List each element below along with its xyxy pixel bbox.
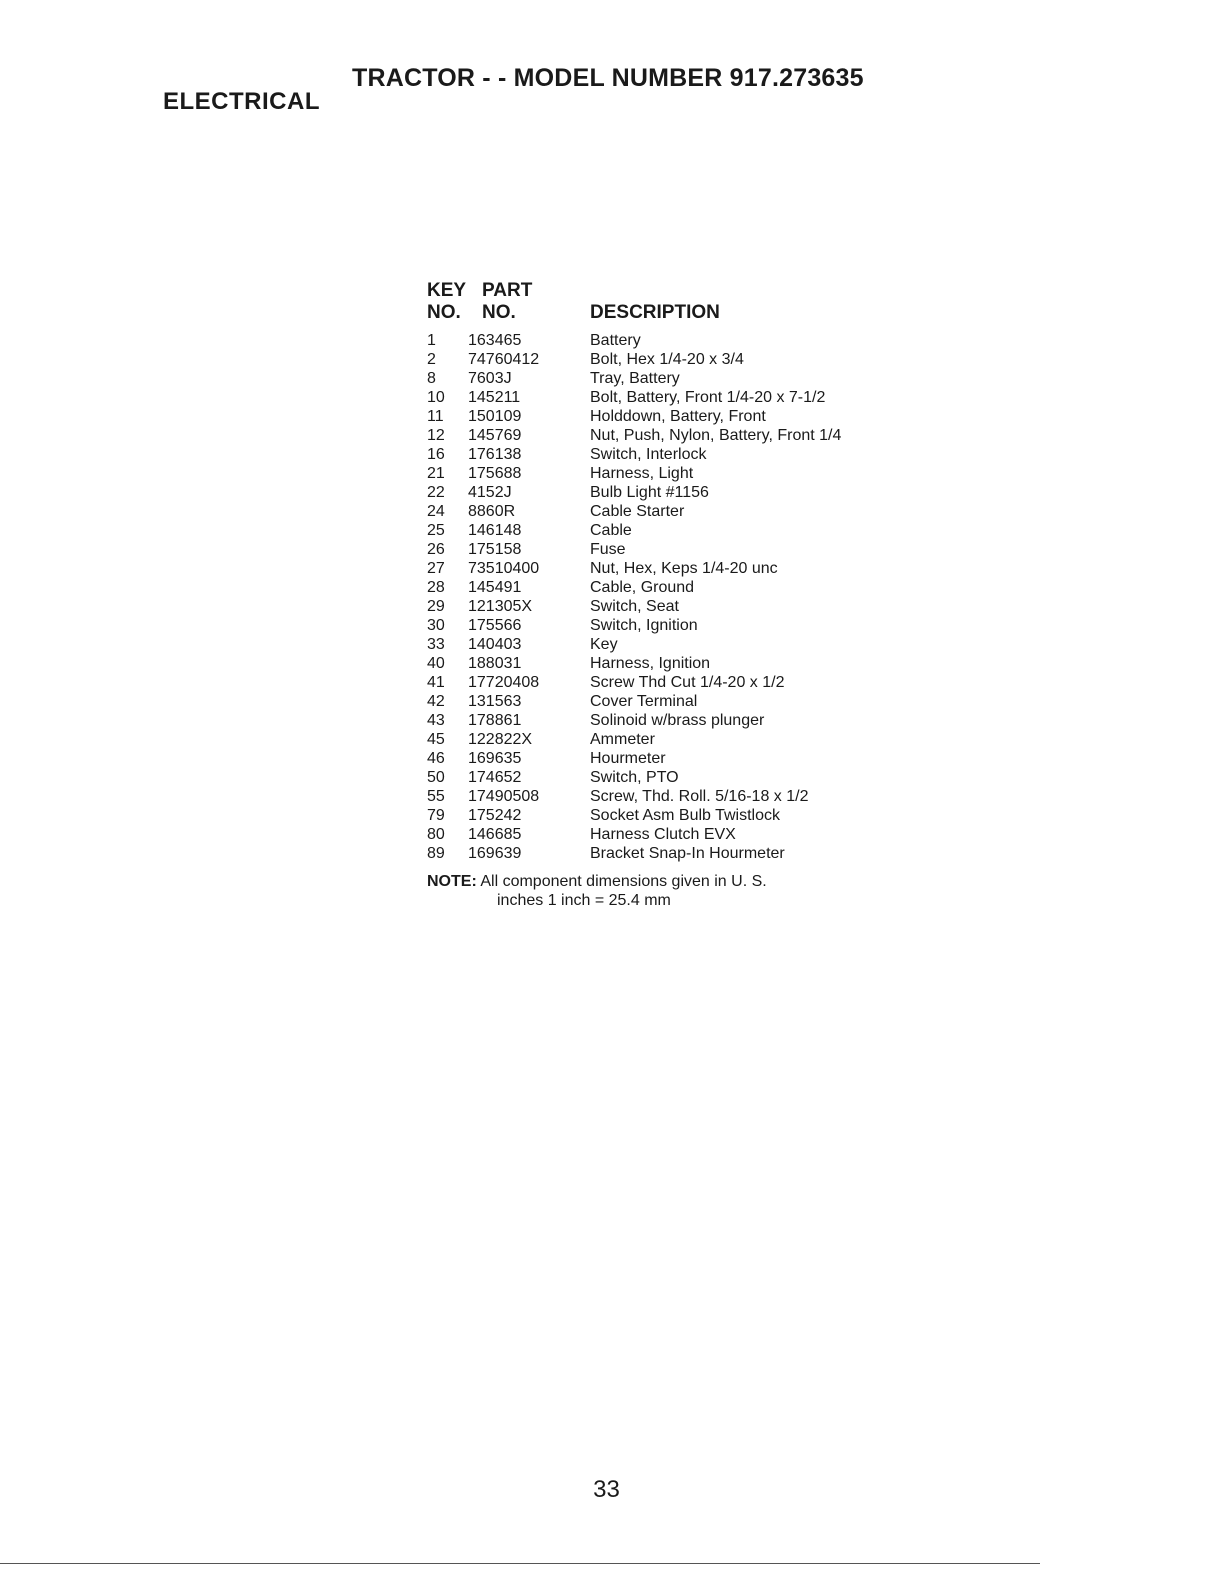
row-key-no: 50 [427, 769, 445, 786]
row-description: Key [590, 636, 618, 653]
row-key-no: 29 [427, 598, 445, 615]
row-key-no: 46 [427, 750, 445, 767]
page-number: 33 [593, 1476, 620, 1503]
row-description: Fuse [590, 541, 626, 558]
row-key-no: 21 [427, 465, 445, 482]
row-part-no: 17720408 [468, 674, 540, 691]
row-description: Cable, Ground [590, 579, 695, 596]
row-key-no: 55 [427, 788, 445, 805]
row-part-no: 122822X [468, 731, 533, 748]
row-part-no: 73510400 [468, 560, 540, 577]
row-part-no: 146685 [468, 826, 522, 843]
row-description: Cover Terminal [590, 693, 698, 710]
row-part-no: 175158 [468, 541, 522, 558]
row-key-no: 10 [427, 389, 445, 406]
row-part-no: 175566 [468, 617, 522, 634]
row-key-no: 11 [427, 408, 444, 425]
row-description: Battery [590, 332, 641, 349]
row-description: Bolt, Battery, Front 1/4-20 x 7-1/2 [590, 389, 826, 406]
note-text-line2: inches 1 inch = 25.4 mm [497, 892, 671, 909]
document-title: TRACTOR - - MODEL NUMBER 917.273635 [352, 64, 864, 92]
row-description: Ammeter [590, 731, 655, 748]
row-part-no: 175688 [468, 465, 522, 482]
row-part-no: 4152J [468, 484, 512, 501]
row-part-no: 131563 [468, 693, 522, 710]
header-part-line2: NO. [482, 302, 516, 323]
row-description: Cable Starter [590, 503, 685, 520]
row-key-no: 26 [427, 541, 445, 558]
row-part-no: 163465 [468, 332, 522, 349]
row-part-no: 169635 [468, 750, 522, 767]
row-key-no: 33 [427, 636, 445, 653]
row-description: Solinoid w/brass plunger [590, 712, 765, 729]
row-part-no: 176138 [468, 446, 522, 463]
row-description: Switch, Ignition [590, 617, 698, 634]
row-description: Switch, Seat [590, 598, 679, 615]
header-description: DESCRIPTION [590, 302, 720, 323]
row-description: Switch, PTO [590, 769, 679, 786]
row-part-no: 145211 [468, 389, 521, 406]
row-description: Holddown, Battery, Front [590, 408, 766, 425]
row-part-no: 17490508 [468, 788, 540, 805]
note [427, 872, 767, 910]
header-part-line1: PART [482, 280, 533, 301]
row-description: Bulb Light #1156 [590, 484, 709, 501]
row-key-no: 8 [427, 370, 436, 387]
row-part-no: 145769 [468, 427, 522, 444]
row-key-no: 80 [427, 826, 445, 843]
row-part-no: 7603J [468, 370, 512, 387]
row-key-no: 16 [427, 446, 445, 463]
bottom-rule [0, 1563, 1040, 1564]
row-key-no: 30 [427, 617, 445, 634]
row-part-no: 121305X [468, 598, 533, 615]
row-description: Switch, Interlock [590, 446, 707, 463]
row-key-no: 22 [427, 484, 445, 501]
row-key-no: 1 [427, 332, 436, 349]
row-key-no: 42 [427, 693, 445, 710]
row-part-no: 174652 [468, 769, 522, 786]
row-key-no: 89 [427, 845, 445, 862]
row-key-no: 28 [427, 579, 445, 596]
row-description: Hourmeter [590, 750, 666, 767]
row-part-no: 145491 [468, 579, 522, 596]
row-description: Harness Clutch EVX [590, 826, 736, 843]
row-description: Harness, Light [590, 465, 694, 482]
row-key-no: 12 [427, 427, 445, 444]
section-heading: ELECTRICAL [163, 88, 320, 115]
row-description: Tray, Battery [590, 370, 680, 387]
row-description: Bracket Snap-In Hourmeter [590, 845, 785, 862]
note-label: NOTE: [427, 873, 477, 890]
row-key-no: 2 [427, 351, 436, 368]
row-part-no: 140403 [468, 636, 522, 653]
row-description: Harness, Ignition [590, 655, 711, 672]
header-key-line2: NO. [427, 302, 461, 323]
row-key-no: 27 [427, 560, 445, 577]
row-description: Nut, Push, Nylon, Battery, Front 1/4 [590, 427, 842, 444]
row-key-no: 24 [427, 503, 445, 520]
row-description: Screw Thd Cut 1/4-20 x 1/2 [590, 674, 785, 691]
row-key-no: 79 [427, 807, 445, 824]
row-description: Cable [590, 522, 632, 539]
row-key-no: 25 [427, 522, 445, 539]
row-part-no: 188031 [468, 655, 522, 672]
note-text-line1: All component dimensions given in U. S. [480, 873, 767, 890]
row-part-no: 146148 [468, 522, 522, 539]
row-description: Socket Asm Bulb Twistlock [590, 807, 780, 824]
row-description: Screw, Thd. Roll. 5/16-18 x 1/2 [590, 788, 809, 805]
row-key-no: 45 [427, 731, 445, 748]
row-key-no: 40 [427, 655, 445, 672]
row-part-no: 178861 [468, 712, 522, 729]
row-description: Nut, Hex, Keps 1/4-20 unc [590, 560, 778, 577]
row-key-no: 41 [427, 674, 445, 691]
row-part-no: 175242 [468, 807, 522, 824]
row-part-no: 8860R [468, 503, 516, 520]
row-part-no: 169639 [468, 845, 522, 862]
row-description: Bolt, Hex 1/4-20 x 3/4 [590, 351, 744, 368]
row-part-no: 74760412 [468, 351, 540, 368]
row-part-no: 150109 [468, 408, 522, 425]
header-key-line1: KEY [427, 280, 467, 301]
row-key-no: 43 [427, 712, 445, 729]
